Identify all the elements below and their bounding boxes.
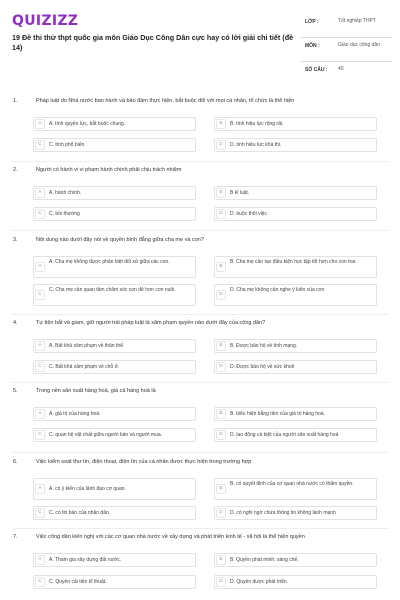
option-text: D. Cha mẹ không cần nghe ý kiến của con [230,287,325,293]
option-text: D. lao động cá biệt của người sản xuất hàng hoá [230,432,339,438]
option-a[interactable] [33,117,196,131]
option-letter: A [35,119,45,129]
option-letter: B [216,188,226,198]
question-1 [0,98,400,158]
option-text: B. Cha mẹ cần tạo điều kiện học tập tốt hơn cho con trai. [230,259,357,265]
option-letter: B [216,484,226,494]
option-c[interactable] [33,360,196,374]
option-text: C. bồi thường [49,211,80,217]
option-text: B. có quyết định của cơ quan nhà nước có thẩm quyền. [230,481,354,487]
option-c[interactable] [33,284,196,306]
option-b[interactable] [214,339,377,353]
question-text: Việc kiểm soát thư tín, điện thoại, điện tín của cá nhân được thực hiện trong trường hợp [36,459,252,465]
option-c[interactable] [33,506,196,520]
question-number: 2. [13,167,18,173]
option-text: D. tính hiệu lực khả thi. [230,142,282,148]
option-letter: A [35,262,45,272]
option-a[interactable] [33,553,196,567]
question-number: 1. [13,98,18,104]
option-letter: D [216,290,226,300]
meta-class-value: Tốt nghiệp THPT [338,18,376,24]
option-c[interactable] [33,138,196,152]
option-letter: C [35,577,45,587]
option-text: D. Quyền được phát triển. [230,579,289,585]
option-text: A. Cha mẹ không được phân biệt đối xử giữa các con. [49,259,170,265]
option-c[interactable] [33,428,196,442]
option-a[interactable] [33,256,196,278]
question-5 [0,388,400,448]
option-letter: D [216,140,226,150]
meta-class-label: LỚP : [305,19,319,25]
option-text: B. tính hiệu lực rộng rãi. [230,121,284,127]
question-divider [12,314,388,315]
option-a[interactable] [33,339,196,353]
option-a[interactable] [33,407,196,421]
option-b[interactable] [214,186,377,200]
option-text: C. quan hệ vật chất giữa người bán và người mua. [49,432,163,438]
option-letter: C [35,430,45,440]
option-text: B. Quyền phát minh, sáng chế. [230,557,299,563]
meta-row-count [300,62,392,80]
option-text: C. Bất khả xâm phạm về chỗ ở. [49,364,120,370]
question-6 [0,459,400,527]
option-text: C. tính phổ biến. [49,142,86,148]
option-text: A. tính quyền lực, bắt buộc chung. [49,121,126,127]
option-letter: D [216,430,226,440]
question-3 [0,237,400,313]
meta-row-class [300,14,392,38]
question-text: Nội dung nào dưới đây nói về quyền bình đẳng giữa cha mẹ và con? [36,237,204,243]
option-b[interactable] [214,553,377,567]
question-text: Pháp luật do Nhà nước ban hành và bảo đảm thực hiện, bắt buộc đối với mọi cá nhân, tổ chức là thể hiện [36,98,295,104]
option-d[interactable] [214,207,377,221]
question-7 [0,534,400,594]
question-number: 6. [13,459,18,465]
worksheet-meta [300,14,392,80]
meta-subject-label: MÔN : [305,43,320,49]
option-text: C. Quyền cải tiến kĩ thuật. [49,579,107,585]
option-text: D. buộc thôi việc [230,211,267,217]
option-a[interactable] [33,478,196,500]
meta-row-subject [300,38,392,62]
option-letter: C [35,362,45,372]
option-letter: D [216,209,226,219]
question-text: Người có hành vi vi phạm hành chính phải chịu trách nhiệm [36,167,182,173]
option-b[interactable] [214,256,377,278]
question-divider [12,230,388,231]
option-d[interactable] [214,284,377,306]
question-number: 5. [13,388,18,394]
meta-count-label: SỐ CÂU : [305,67,328,73]
option-d[interactable] [214,138,377,152]
question-text: Trong nền sản xuất hàng hoá, giá cả hàng hoá là [36,388,156,394]
question-2 [0,167,400,227]
option-letter: B [216,555,226,565]
question-divider [12,528,388,529]
option-letter: C [35,140,45,150]
quizizz-logo: QUIZIZZ [12,13,79,29]
option-letter: A [35,188,45,198]
worksheet-header [0,0,400,86]
option-letter: B [216,119,226,129]
option-b[interactable] [214,407,377,421]
option-text: A. Tham gia xây dựng đất nước. [49,557,122,563]
meta-count-value: 40 [338,66,344,72]
option-letter: A [35,409,45,419]
option-letter: A [35,341,45,351]
option-text: A. hành chính. [49,190,82,196]
question-number: 7. [13,534,18,540]
option-letter: D [216,577,226,587]
question-4 [0,320,400,380]
option-text: C. có tin báo của nhân dân. [49,510,111,516]
option-text: D. Được bảo hộ về sức khoẻ [230,364,295,370]
question-text: Tự tiện bắt và giam, giữ người trái pháp luật là xâm phạm quyền nào dưới đây của công dân? [36,320,266,326]
option-d[interactable] [214,428,377,442]
question-number: 3. [13,237,18,243]
question-number: 4. [13,320,18,326]
option-letter: C [35,290,45,300]
question-divider [12,161,388,162]
option-letter: C [35,508,45,518]
option-letter: B [216,409,226,419]
meta-subject-value: Giáo dục công dân [338,42,380,48]
option-letter: A [35,484,45,494]
option-text: A. Bất khả xâm phạm về thân thể. [49,343,125,349]
option-letter: D [216,508,226,518]
option-d[interactable] [214,506,377,520]
option-letter: D [216,362,226,372]
option-c[interactable] [33,207,196,221]
option-text: B. Được bảo hộ về tính mạng. [230,343,298,349]
worksheet-title: 19 Đề thi thử thpt quốc gia môn Giáo Dục Công Dân cực hay có lời giải chi tiết (đề 14) [12,33,294,53]
option-b[interactable] [214,478,377,500]
option-letter: C [35,209,45,219]
question-divider [12,452,388,453]
option-c[interactable] [33,575,196,589]
option-text: B. biểu hiện bằng tiền của giá trị hàng hoá. [230,411,326,417]
option-b[interactable] [214,117,377,131]
option-letter: B [216,262,226,272]
option-text: A. có ý kiến của lãnh đạo cơ quan. [49,486,126,492]
question-divider [12,382,388,383]
option-letter: A [35,555,45,565]
option-text: A. giá trị của hàng hoá. [49,411,101,417]
option-d[interactable] [214,360,377,374]
option-d[interactable] [214,575,377,589]
option-letter: B [216,341,226,351]
option-text: D. có nghi ngờ chứa thông tin không lành mạnh [230,510,336,516]
option-a[interactable] [33,186,196,200]
option-text: B kỉ luật. [230,190,250,196]
question-text: Việc công dân kiến nghị với các cơ quan nhà nước về xây dựng và phát triển kinh tế - xã hội là thể hiện quyền [36,534,305,540]
option-text: C. Cha mẹ cần quan tâm chăm sóc con đẻ hơn con nuôi. [49,287,176,293]
